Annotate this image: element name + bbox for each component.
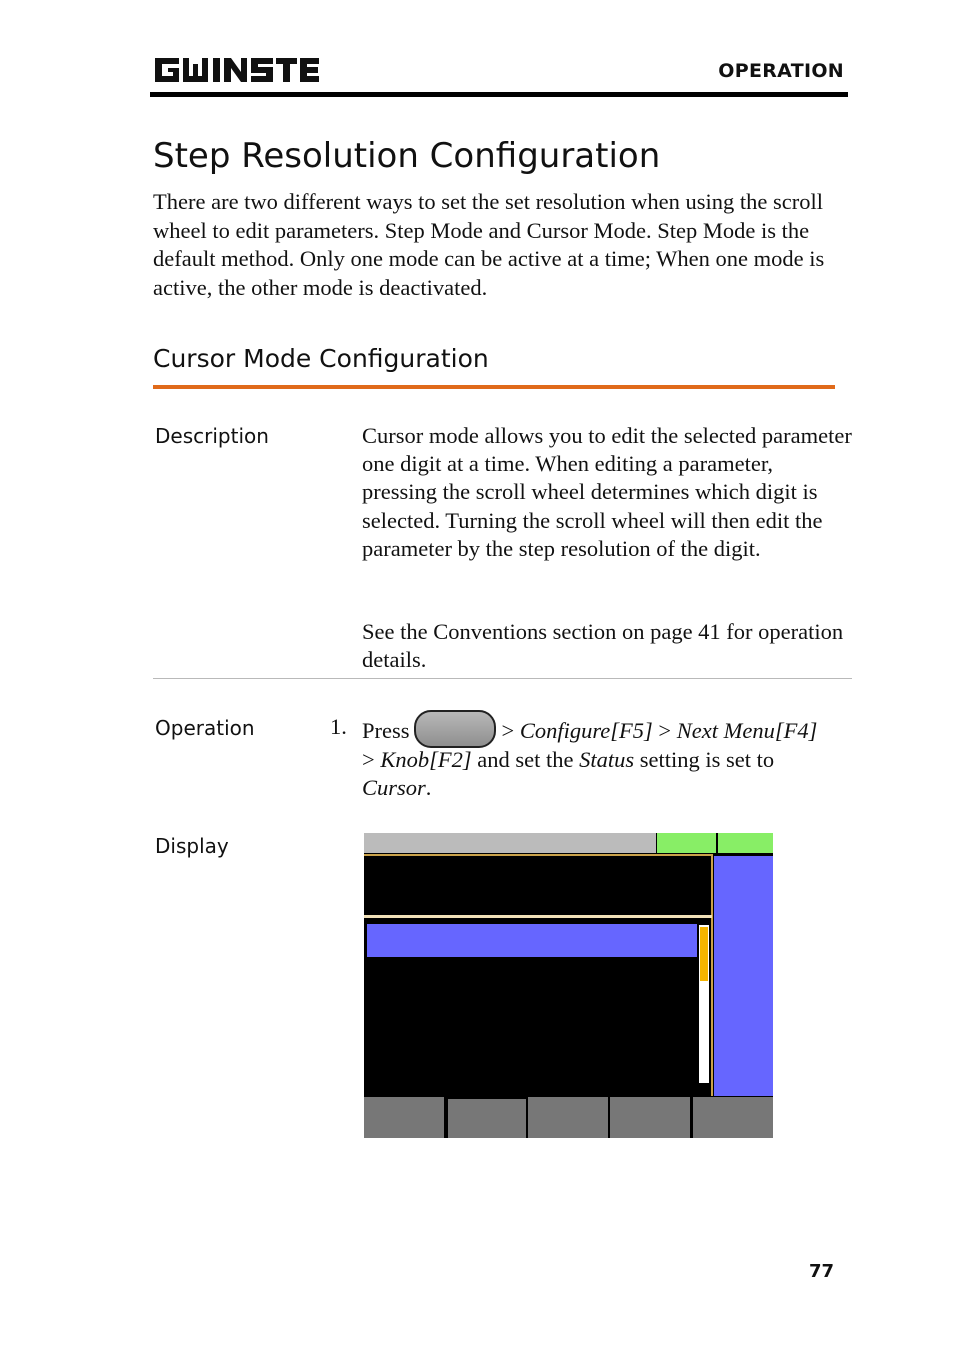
press-text: Press xyxy=(362,718,410,744)
gw-instek-logo xyxy=(153,54,325,84)
screen-side-panel xyxy=(714,856,773,1096)
screen-top-bar xyxy=(364,833,656,853)
description-label: Description xyxy=(155,424,269,448)
description-body: Cursor mode allows you to edit the selected parameter one digit at a time. When editing a parameter, pressing the scroll wheel determines which digit is selected. Turning the scroll wheel will then edit the parameter by the step resolution of the digit. xyxy=(362,423,852,561)
operation-step-line2 xyxy=(362,746,862,802)
separator: > xyxy=(501,718,515,744)
intro-paragraph: There are two different ways to set the set resolution when using the scroll wheel to edit parameters. Step Mode and Cursor Mode. Step Mode is the default method. Only one mode can be active at a time; When one mode is active, the other mode is deactivated. xyxy=(153,189,825,300)
header-rule xyxy=(150,92,848,97)
screen-panel-divider xyxy=(364,915,712,918)
screen-panel-border xyxy=(711,854,713,1096)
page-number: 77 xyxy=(808,1261,834,1282)
menu-key-icon xyxy=(414,710,496,748)
status-setting: Status xyxy=(579,747,635,772)
separator: > xyxy=(362,747,375,772)
softkey-f1 xyxy=(364,1097,444,1138)
screen-status-indicator xyxy=(657,833,716,853)
configure-key: Configure[F5] xyxy=(519,718,653,744)
cursor-value: Cursor xyxy=(362,775,426,800)
screen-panel-border xyxy=(364,854,712,856)
subsection-rule xyxy=(153,385,835,389)
page-title: Step Resolution Configuration xyxy=(153,136,661,176)
instrument-screen xyxy=(364,833,773,1138)
softkey-f4 xyxy=(610,1097,690,1138)
logo-text: GW INSTEK xyxy=(153,54,160,55)
period: . xyxy=(425,775,432,800)
separator: > xyxy=(658,718,672,744)
softkey-f3 xyxy=(528,1097,608,1138)
softkey-f2 xyxy=(446,1097,526,1138)
display-label: Display xyxy=(155,834,229,858)
description-divider xyxy=(153,678,852,679)
screen-scrollbar-thumb xyxy=(700,927,708,981)
operation-label: Operation xyxy=(155,716,255,740)
section-label: OPERATION xyxy=(718,60,844,82)
instruction-text: and set the xyxy=(477,747,574,772)
knob-key: Knob[F2] xyxy=(380,747,472,772)
next-menu-key: Next Menu[F4] xyxy=(676,718,818,744)
screen-status-indicator xyxy=(718,833,773,853)
description-reference: See the Conventions section on page 41 for operation details. xyxy=(362,619,844,673)
step-number: 1. xyxy=(330,714,347,739)
instruction-text: setting is set to xyxy=(639,747,775,772)
subsection-title: Cursor Mode Configuration xyxy=(153,344,489,373)
screen-selected-row xyxy=(367,924,697,957)
softkey-f5 xyxy=(693,1097,773,1138)
